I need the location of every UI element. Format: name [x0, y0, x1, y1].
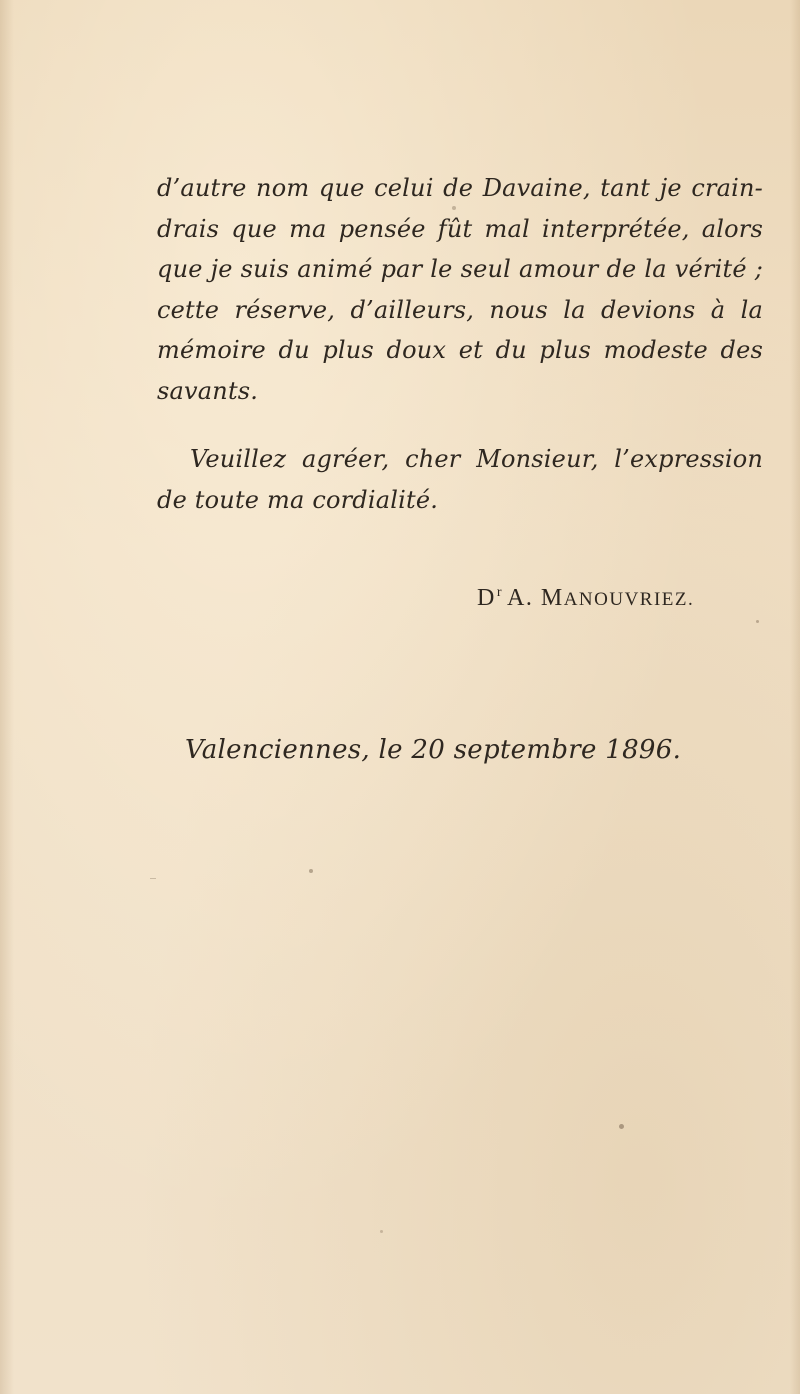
text-line: de toute ma cordialité.: [157, 485, 439, 514]
signature-name-small-caps: ANOUVRIEZ.: [563, 589, 695, 610]
paper-speck: [309, 869, 313, 873]
signature-initial: A.: [507, 585, 534, 611]
signature: [477, 585, 694, 612]
page-edge-right: [790, 0, 800, 1394]
paper-speck: [380, 1230, 383, 1233]
signature-name-capital: M: [540, 585, 564, 611]
page-edge-left: [0, 0, 14, 1394]
text-line: mémoire du plus doux et du plus modeste des: [157, 336, 763, 365]
paper-speck: [150, 878, 156, 879]
text-line: drais que ma pensée fût mal interprétée, alors: [157, 214, 763, 243]
paragraph-closing-remarks: [157, 168, 763, 412]
paragraph-salutation: [157, 439, 763, 520]
text-line: Veuillez agréer, cher Monsieur, l’expression: [190, 445, 763, 473]
paper-speck: [619, 1124, 624, 1129]
signature-title-superscript: r: [496, 585, 504, 600]
paper-speck: [452, 206, 456, 210]
text-line: cette réserve, d’ailleurs, nous la devions à la: [157, 295, 763, 324]
dateline: Valenciennes, le 20 septembre 1896.: [185, 735, 682, 765]
text-line: que je suis animé par le seul amour de la vérité ;: [157, 255, 763, 284]
signature-title: D: [477, 585, 496, 611]
text-line: d’autre nom que celui de Davaine, tant je crain-: [157, 174, 763, 202]
paper-speck: [756, 620, 759, 623]
text-line: savants.: [157, 376, 259, 405]
